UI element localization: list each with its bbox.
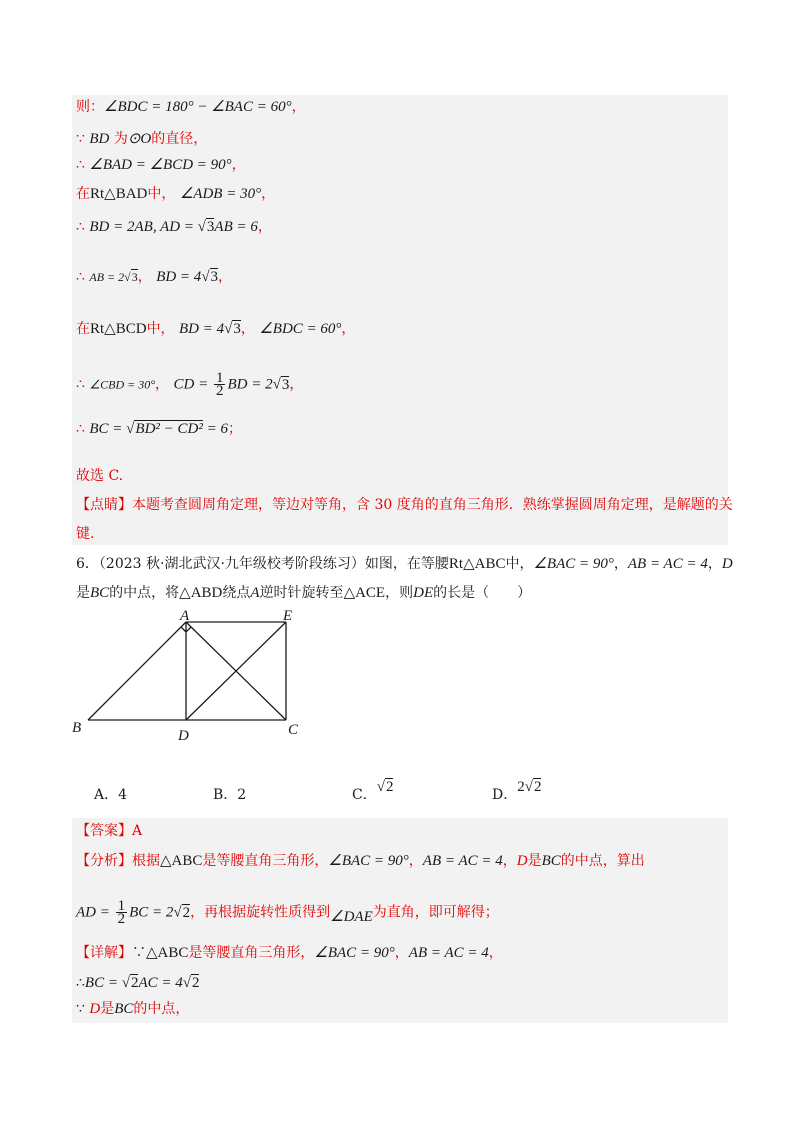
fraction-one-half-analysis: $\frac{1}{2}$ — [117, 898, 126, 927]
solution-line-7: 在Rt△BCD中， BD = 4√3， ∠BDC = 60°， — [76, 321, 356, 337]
solution-line-1: 则：∠BDC = 180° − ∠BAC = 60°， — [76, 99, 306, 115]
solution-line-8: ∴ ∠CBD = 30°， CD = $\frac{1}{2}$ BD = 2√3， — [76, 370, 304, 399]
solution-line-5: ∴ BD = 2AB, AD = √3AB = 6， — [76, 219, 272, 235]
solution-line-3: ∴ ∠BAD = ∠BCD = 90°， — [76, 157, 246, 173]
comment-line-1: 【点睛】本题考查圆周角定理，等边对等角，含 30 度角的直角三角形．熟练掌握圆周角定理，是解题的关 — [76, 497, 733, 513]
label-d: D — [178, 728, 189, 744]
option-b[interactable]: B．2 — [213, 787, 247, 803]
question-line-1: 6．（2023 秋·湖北武汉·九年级校考阶段练习）如图，在等腰Rt△ABC中，∠BAC = 90°，AB = AC = 4，D — [76, 556, 733, 572]
option-d[interactable]: D．2√2 — [492, 779, 542, 803]
comment-line-2: 键. — [76, 526, 95, 542]
question-line-2: 是BC的中点，将△ABD绕点A逆时针旋转至△ACE，则DE的长是（ ） — [76, 585, 532, 601]
choose-line: 故选 C. — [76, 468, 124, 484]
label-c: C — [288, 722, 299, 738]
detail-line-3: ∵ D是BC的中点， — [76, 1001, 190, 1017]
analysis-line-2: AD = $\frac{1}{2}$ BC = 2√2，再根据旋转性质得到∠DAE为直角，即可解得； — [76, 898, 499, 927]
label-b: B — [72, 720, 82, 736]
answer-line: 【答案】A — [76, 823, 143, 839]
detail-line-2: ∴BC = √2AC = 4√2 — [76, 975, 200, 991]
fraction-one-half: $\frac{1}{2}$ — [215, 370, 224, 399]
label-a: A — [180, 608, 190, 624]
detail-line-1: 【详解】∵△ABC是等腰直角三角形，∠BAC = 90°，AB = AC = 4， — [76, 945, 503, 961]
label-e: E — [283, 608, 293, 624]
option-c[interactable]: C．√2 — [352, 779, 394, 803]
solution-line-2: ∵ BD 为⊙O的直径， — [76, 131, 208, 147]
solution-line-4: 在Rt△BAD中， ∠ADB = 30°， — [76, 186, 276, 202]
option-a[interactable]: A．4 — [94, 787, 128, 803]
geometry-figure — [64, 608, 314, 744]
solution-line-9: ∴ BC = √BD² − CD² = 6； — [76, 421, 242, 437]
solution-line-6: ∴ AB = 2√3， BD = 4√3， — [76, 269, 233, 285]
segment-ba — [88, 622, 186, 720]
analysis-line-1: 【分析】根据△ABC是等腰直角三角形，∠BAC = 90°，AB = AC = 4，D是BC的中点，算出 — [76, 853, 645, 869]
